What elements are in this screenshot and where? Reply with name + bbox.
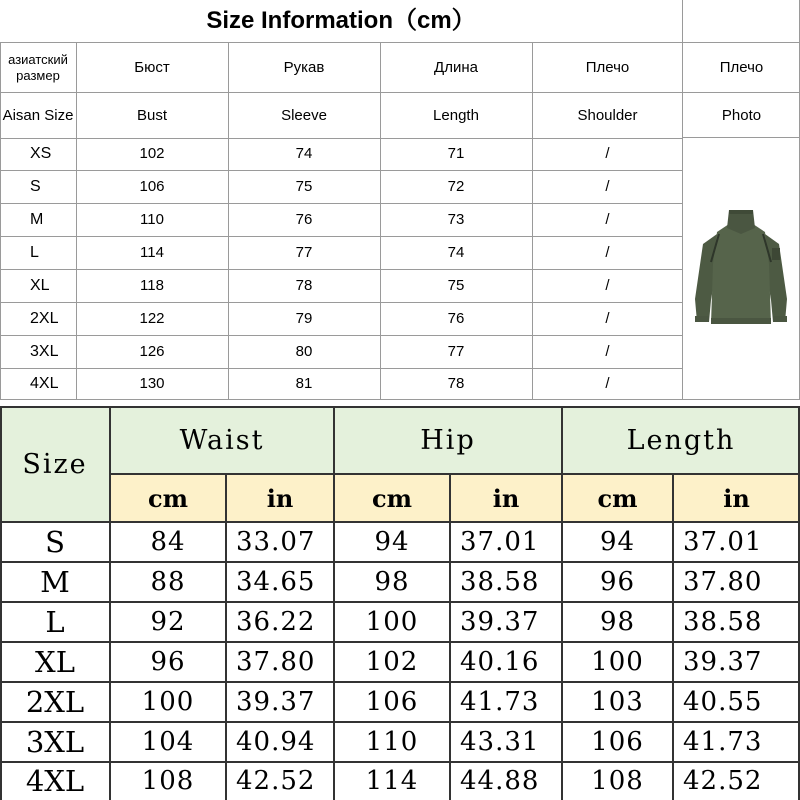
top-cell-shoulder: / [605,210,610,228]
header-ru-shoulder-2: Плечо [719,59,764,76]
measurement-cell: 38.58 [683,607,763,637]
grid-line [0,761,800,763]
top-cell-size: XS [30,145,52,163]
top-cell-bust: 114 [140,243,164,261]
header-bust: Bust [136,106,167,124]
grid-line [0,601,800,603]
measurement-cell: 39.37 [236,687,316,717]
top-cell-bust: 106 [139,177,165,195]
measurement-cell: 114 [365,766,419,796]
hip-header: Hip [334,406,562,474]
top-cell-bust: 122 [139,309,165,327]
grid-line [110,473,800,475]
top-cell-length: 72 [447,177,465,195]
top-cell-length: 74 [447,243,465,261]
top-cell-bust: 110 [140,210,164,228]
measurement-cell: 40.94 [236,727,316,757]
top-cell-shoulder: / [605,276,610,294]
grid-line [0,269,683,270]
size-label: M [40,565,70,599]
top-cell-size: M [30,210,44,228]
measurement-cell: 108 [591,766,644,796]
top-cell-size: 2XL [30,309,59,327]
header-ru-bust: Бюст [134,59,170,76]
measurement-cell: 106 [365,687,419,717]
measurement-cell: 110 [365,727,419,757]
body-measurement-table [0,406,800,800]
size-label: S [45,525,65,559]
top-cell-sleeve: 80 [295,342,313,360]
top-cell-size: 3XL [30,342,59,360]
top-cell-length: 78 [447,375,465,392]
grid-line [0,368,683,369]
measurement-cell: 42.52 [683,766,763,796]
top-cell-size: 4XL [30,375,59,393]
top-cell-size: S [30,177,41,195]
top-cell-sleeve: 81 [295,375,313,392]
grid-line [0,42,800,43]
top-cell-shoulder: / [605,342,610,360]
grid-line [0,641,800,643]
unit-header-in: in [226,474,334,522]
measurement-cell: 98 [374,567,410,597]
grid-line [0,399,800,400]
grid-line [0,335,683,336]
top-cell-bust: 130 [139,375,165,392]
grid-line [0,302,683,303]
unit-header-in: in [673,474,800,522]
header-ru-length: Длина [434,59,478,76]
measurement-cell: 98 [599,607,636,637]
measurement-cell: 92 [150,607,186,637]
grid-line [0,203,683,204]
grid-line [333,406,335,800]
measurement-cell: 103 [591,687,644,717]
unit-header-cm: cm [562,474,673,522]
unit-header-in: in [450,474,562,522]
header-aisan-size: Aisan Size [2,106,74,124]
grid-line [109,406,111,800]
sweater-photo-icon [689,204,793,334]
measurement-cell: 96 [150,647,186,677]
grid-line [225,474,227,800]
measurement-cell: 37.01 [460,527,540,557]
measurement-cell: 94 [374,527,410,557]
unit-header-cm: cm [334,474,450,522]
size-label: L [45,605,65,639]
measurement-cell: 94 [599,527,636,557]
header-ru-shoulder: Плечо [585,59,630,76]
measurement-cell: 104 [141,727,195,757]
top-cell-shoulder: / [605,375,610,392]
product-photo [683,138,799,400]
top-cell-sleeve: 79 [295,309,313,327]
measurement-cell: 41.73 [460,687,540,717]
top-cell-shoulder: / [605,177,610,195]
top-cell-sleeve: 78 [295,276,313,294]
top-cell-bust: 126 [139,342,165,360]
measurement-cell: 102 [365,647,419,677]
measurement-cell: 42.52 [236,766,316,796]
grid-line [0,236,683,237]
measurement-cell: 40.55 [683,687,763,717]
measurement-cell: 40.16 [460,647,540,677]
grid-line [0,521,800,523]
grid-line [0,681,800,683]
top-cell-shoulder: / [605,145,610,162]
length-header: Length [562,406,800,474]
top-cell-length: 77 [447,342,465,360]
measurement-cell: 88 [150,567,186,597]
measurement-cell: 39.37 [683,647,763,677]
measurement-cell: 44.88 [460,766,540,796]
size-label: 2XL [25,685,85,719]
grid-line [532,43,533,400]
grid-line [0,43,1,400]
top-cell-shoulder: / [605,243,610,261]
table-title: Size Information（cm） [206,7,476,35]
measurement-cell: 37.80 [236,647,316,677]
measurement-cell: 100 [365,607,419,637]
measurement-cell: 33.07 [236,527,316,557]
measurement-cell: 36.22 [236,607,316,637]
grid-line [76,43,77,400]
size-label: XL [35,645,75,679]
measurement-cell: 100 [591,647,644,677]
top-cell-bust: 118 [140,276,164,294]
header-shoulder: Shoulder [577,106,638,124]
grid-line [0,561,800,563]
grid-line [380,43,381,400]
measurement-cell: 39.37 [460,607,540,637]
top-cell-sleeve: 74 [295,145,313,162]
top-cell-length: 76 [447,309,465,327]
header-photo: Photo [721,106,762,124]
measurement-cell: 84 [150,527,186,557]
header-length: Length [433,106,479,124]
top-cell-length: 71 [447,145,465,162]
size-label: 4XL [25,764,85,798]
header-ru-sleeve: Рукав [283,59,325,76]
top-cell-size: L [30,243,39,261]
measurement-cell: 100 [141,687,195,717]
top-cell-size: XL [30,276,50,294]
header-ru-size: азиатский размер [8,52,68,83]
grid-line [672,474,674,800]
measurement-cell: 43.31 [460,727,540,757]
top-cell-sleeve: 75 [295,177,313,195]
header-sleeve: Sleeve [281,106,327,124]
grid-line [0,92,800,93]
grid-line [0,406,800,408]
measurement-cell: 38.58 [460,567,540,597]
grid-line [0,170,683,171]
size-label: 3XL [25,725,85,759]
measurement-cell: 108 [141,766,195,796]
top-cell-sleeve: 77 [295,243,313,261]
top-cell-bust: 102 [139,145,165,162]
size-header: Size [0,406,110,522]
measurement-cell: 96 [599,567,636,597]
unit-header-cm: cm [110,474,226,522]
top-cell-sleeve: 76 [295,210,313,228]
top-cell-shoulder: / [605,309,610,327]
measurement-cell: 37.80 [683,567,763,597]
measurement-cell: 37.01 [683,527,763,557]
top-cell-length: 73 [447,210,465,228]
grid-line [449,474,451,800]
top-cell-length: 75 [447,276,465,294]
measurement-cell: 41.73 [683,727,763,757]
measurement-cell: 106 [591,727,644,757]
measurement-cell: 34.65 [236,567,316,597]
grid-line [0,406,2,800]
grid-line [0,138,683,139]
grid-line [228,43,229,400]
grid-line [561,406,563,800]
grid-line [0,721,800,723]
waist-header: Waist [110,406,334,474]
